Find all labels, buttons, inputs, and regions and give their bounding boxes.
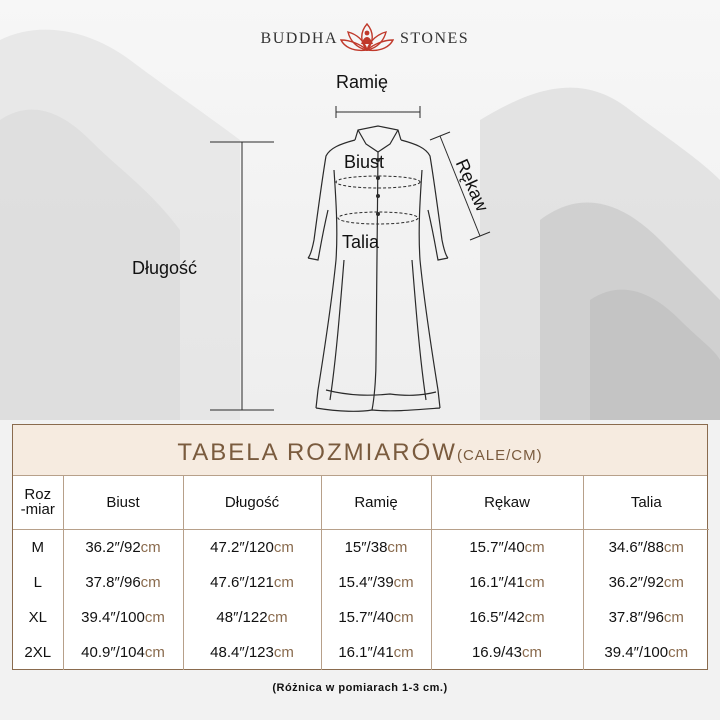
measurement-cell [183, 565, 321, 600]
column-header: Długość [183, 475, 321, 530]
title-text: TABELA ROZMIARÓW [177, 439, 457, 466]
column-header: Ramię [321, 475, 431, 530]
measurement-unit: cm [663, 609, 684, 626]
shoulder-label: Ramię [336, 72, 389, 92]
measurement-cell [431, 565, 583, 600]
measurement-cell [431, 635, 583, 670]
measurement-value: 15.7″/40 [469, 539, 525, 556]
measurement-unit: cm [273, 644, 294, 661]
measurement-unit: cm [387, 539, 408, 556]
garment-measurement-diagram [0, 60, 720, 420]
measurement-value: 36.2″/92 [608, 574, 664, 591]
measurement-cell [63, 600, 183, 635]
measurement-value: 16.5″/42 [469, 609, 525, 626]
measurement-unit: cm [522, 644, 543, 661]
column-header: Biust [63, 475, 183, 530]
size-chart-title [13, 439, 707, 467]
measurement-value: 15.4″/39 [338, 574, 394, 591]
measurement-value: 37.8″/96 [85, 574, 141, 591]
table-row [13, 530, 709, 566]
measurement-value: 16.1″/41 [469, 574, 525, 591]
size-cell: 2XL [13, 635, 63, 670]
measurement-unit: cm [393, 609, 414, 626]
measurement-cell [321, 635, 431, 670]
measurement-cell [583, 600, 709, 635]
measurement-value: 36.2″/92 [85, 539, 141, 556]
chest-label: Biust [344, 152, 385, 172]
waist-label: Talia [342, 232, 380, 252]
measurement-unit: cm [663, 539, 684, 556]
measurement-value: 37.8″/96 [608, 609, 664, 626]
measurement-cell [183, 600, 321, 635]
measurement-unit: cm [140, 574, 161, 591]
measurement-value: 34.6″/88 [608, 539, 664, 556]
measurement-cell [321, 565, 431, 600]
title-units: (CALE/CM) [456, 447, 543, 464]
measurement-value: 40.9″/104 [81, 644, 145, 661]
size-cell: L [13, 565, 63, 600]
length-label: Długość [132, 258, 198, 278]
measurement-unit: cm [273, 539, 294, 556]
measurement-unit: cm [393, 574, 414, 591]
measurement-cell [583, 635, 709, 670]
table-header-row [13, 475, 709, 530]
column-header: Talia [583, 475, 709, 530]
measurement-unit: cm [524, 539, 545, 556]
measurement-cell [321, 600, 431, 635]
measurement-unit: cm [273, 574, 294, 591]
measurement-unit: cm [140, 539, 161, 556]
measurement-value: 39.4″/100 [81, 609, 145, 626]
measurement-value: 16.1″/41 [338, 644, 394, 661]
measurement-value: 47.6″/121 [210, 574, 274, 591]
measurement-value: 15″/38 [344, 539, 388, 556]
measurement-cell [431, 530, 583, 566]
measurement-cell [321, 530, 431, 566]
table-row [13, 600, 709, 635]
measurement-cell [431, 600, 583, 635]
size-chart-title-bar [13, 425, 707, 476]
measurement-unit: cm [393, 644, 414, 661]
size-cell: M [13, 530, 63, 566]
size-header-line1: Roz [24, 486, 52, 503]
measurement-cell [63, 635, 183, 670]
lotus-logo-icon [340, 20, 394, 56]
size-chart-card [12, 424, 708, 670]
table-row [13, 635, 709, 670]
size-table [13, 475, 709, 670]
measurement-value: 39.4″/100 [604, 644, 669, 661]
table-row [13, 565, 709, 600]
measurement-unit: cm [668, 644, 689, 661]
measurement-note: (Różnica w pomiarach 1-3 cm.) [272, 682, 448, 694]
measurement-cell [63, 565, 183, 600]
measurement-unit: cm [663, 574, 684, 591]
measurement-unit: cm [524, 574, 545, 591]
size-column-header [13, 475, 63, 530]
measurement-unit: cm [267, 609, 288, 626]
measurement-cell [63, 530, 183, 566]
measurement-value: 16.9/43 [471, 644, 523, 661]
brand-name-left: BUDDHA [260, 30, 338, 47]
measurement-unit: cm [524, 609, 545, 626]
measurement-unit: cm [144, 609, 165, 626]
measurement-value: 47.2″/120 [210, 539, 274, 556]
size-cell: XL [13, 600, 63, 635]
sleeve-label: Rękaw [451, 156, 493, 215]
brand-header [0, 26, 720, 56]
measurement-cell [583, 530, 709, 566]
brand-name-right: STONES [400, 30, 470, 47]
column-header: Rękaw [431, 475, 583, 530]
measurement-cell [183, 635, 321, 670]
measurement-value: 15.7″/40 [338, 609, 394, 626]
measurement-value: 48.4″/123 [210, 644, 274, 661]
size-header-line2: -miar [20, 501, 55, 518]
measurement-cell [583, 565, 709, 600]
measurement-unit: cm [144, 644, 165, 661]
measurement-value: 48″/122 [216, 609, 268, 626]
measurement-cell [183, 530, 321, 566]
